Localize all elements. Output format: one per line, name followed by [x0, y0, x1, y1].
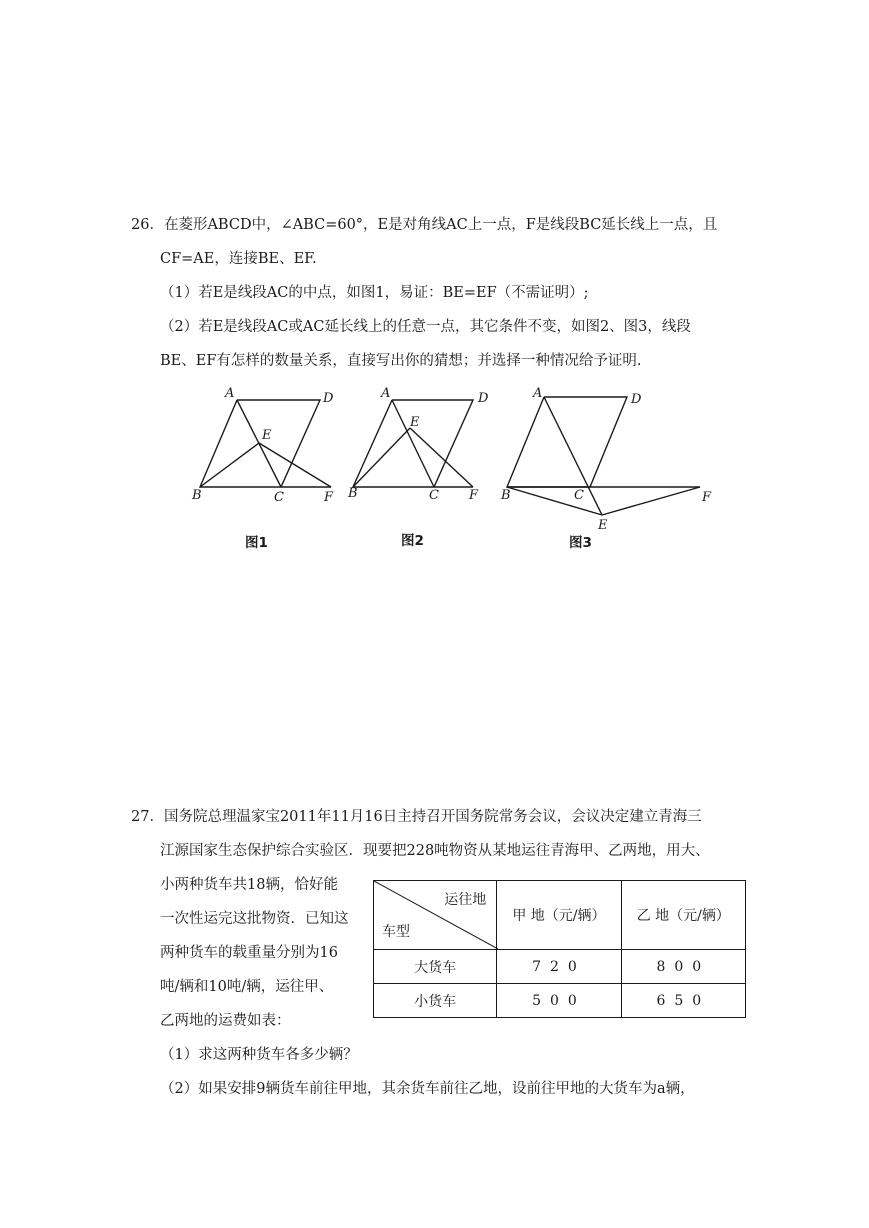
figure-3-lines: [507, 397, 700, 515]
fig2-caption: 图2: [401, 533, 424, 549]
table-row: [374, 950, 746, 984]
table-row-label: 小货车: [374, 984, 497, 1018]
table-corner-top: 运往地: [444, 892, 487, 908]
q27-side-line: 两种货车的载重量分别为16: [160, 945, 338, 961]
fig3-label-b: B: [501, 488, 511, 503]
q27-side-line: 乙两地的运费如表：: [160, 1013, 291, 1029]
q27-side-line: 吨/辆和10吨/辆，运往甲、: [160, 979, 334, 995]
q27-side-line: 一次性运完这批物资．已知这: [160, 911, 349, 927]
fig3-label-c: C: [574, 488, 584, 503]
fig2-label-b: B: [348, 486, 358, 501]
table-cell: 500: [497, 984, 621, 1018]
figure-2-lines: [353, 400, 473, 487]
q27-part1: （1）求这两种货车各多少辆？: [160, 1047, 358, 1063]
fig1-label-d: D: [323, 391, 334, 406]
fig3-caption: 图3: [569, 535, 592, 551]
figure-1-lines: [200, 400, 331, 487]
fig2-label-a: A: [381, 386, 391, 401]
table-corner-bottom: 车型: [382, 924, 410, 940]
fig1-label-e: E: [262, 428, 272, 443]
q26-part1: （1）若E是线段AC的中点，如图1，易证：BE=EF（不需证明）;: [160, 285, 589, 301]
table-row: [374, 984, 746, 1018]
fig2-label-d: D: [478, 391, 489, 406]
q27-line2: 江源国家生态保护综合实验区．现要把228吨物资从某地运往青海甲、乙两地，用大、: [160, 843, 710, 859]
table-corner-cell: [374, 881, 497, 950]
q27-part2: （2）如果安排9辆货车前往甲地，其余货车前往乙地，设前往甲地的大货车为a辆，: [160, 1081, 695, 1097]
table-row-label: 大货车: [374, 950, 497, 984]
q27-side-line: 小两种货车共18辆，恰好能: [160, 877, 338, 893]
fig1-caption: 图1: [245, 535, 268, 551]
rhombus-figures: [185, 383, 730, 558]
q26-line2: CF=AE，连接BE、EF.: [160, 251, 317, 267]
fig3-label-d: D: [631, 392, 642, 407]
fig1-label-a: A: [225, 386, 235, 401]
fig2-label-e: E: [410, 415, 420, 430]
q26-part2a: （2）若E是线段AC或AC延长线上的任意一点，其它条件不变，如图2、图3，线段: [160, 319, 691, 335]
fig1-label-b: B: [192, 488, 202, 503]
freight-cost-table: [373, 880, 746, 1018]
table-cell: 720: [497, 950, 621, 984]
table-col-header: 乙 地（元/辆）: [621, 881, 745, 950]
fig3-label-e: E: [598, 518, 608, 533]
fig2-label-f: F: [469, 488, 479, 503]
fig1-label-f: F: [324, 490, 334, 505]
fig2-label-c: C: [429, 488, 439, 503]
fig3-label-f: F: [702, 490, 712, 505]
fig3-label-a: A: [533, 386, 543, 401]
table-cell: 800: [621, 950, 745, 984]
q26-line1: 26．在菱形ABCD中，∠ABC=60°，E是对角线AC上一点，F是线段BC延长线上一点，且: [131, 217, 718, 233]
table-cell: 650: [621, 984, 745, 1018]
fig1-label-c: C: [274, 490, 284, 505]
q26-part2b: BE、EF有怎样的数量关系，直接写出你的猜想；并选择一种情况给予证明.: [160, 353, 642, 369]
table-col-header: 甲 地（元/辆）: [497, 881, 621, 950]
q27-line1: 27．国务院总理温家宝2011年11月16日主持召开国务院常务会议，会议决定建立青海三: [131, 809, 702, 825]
